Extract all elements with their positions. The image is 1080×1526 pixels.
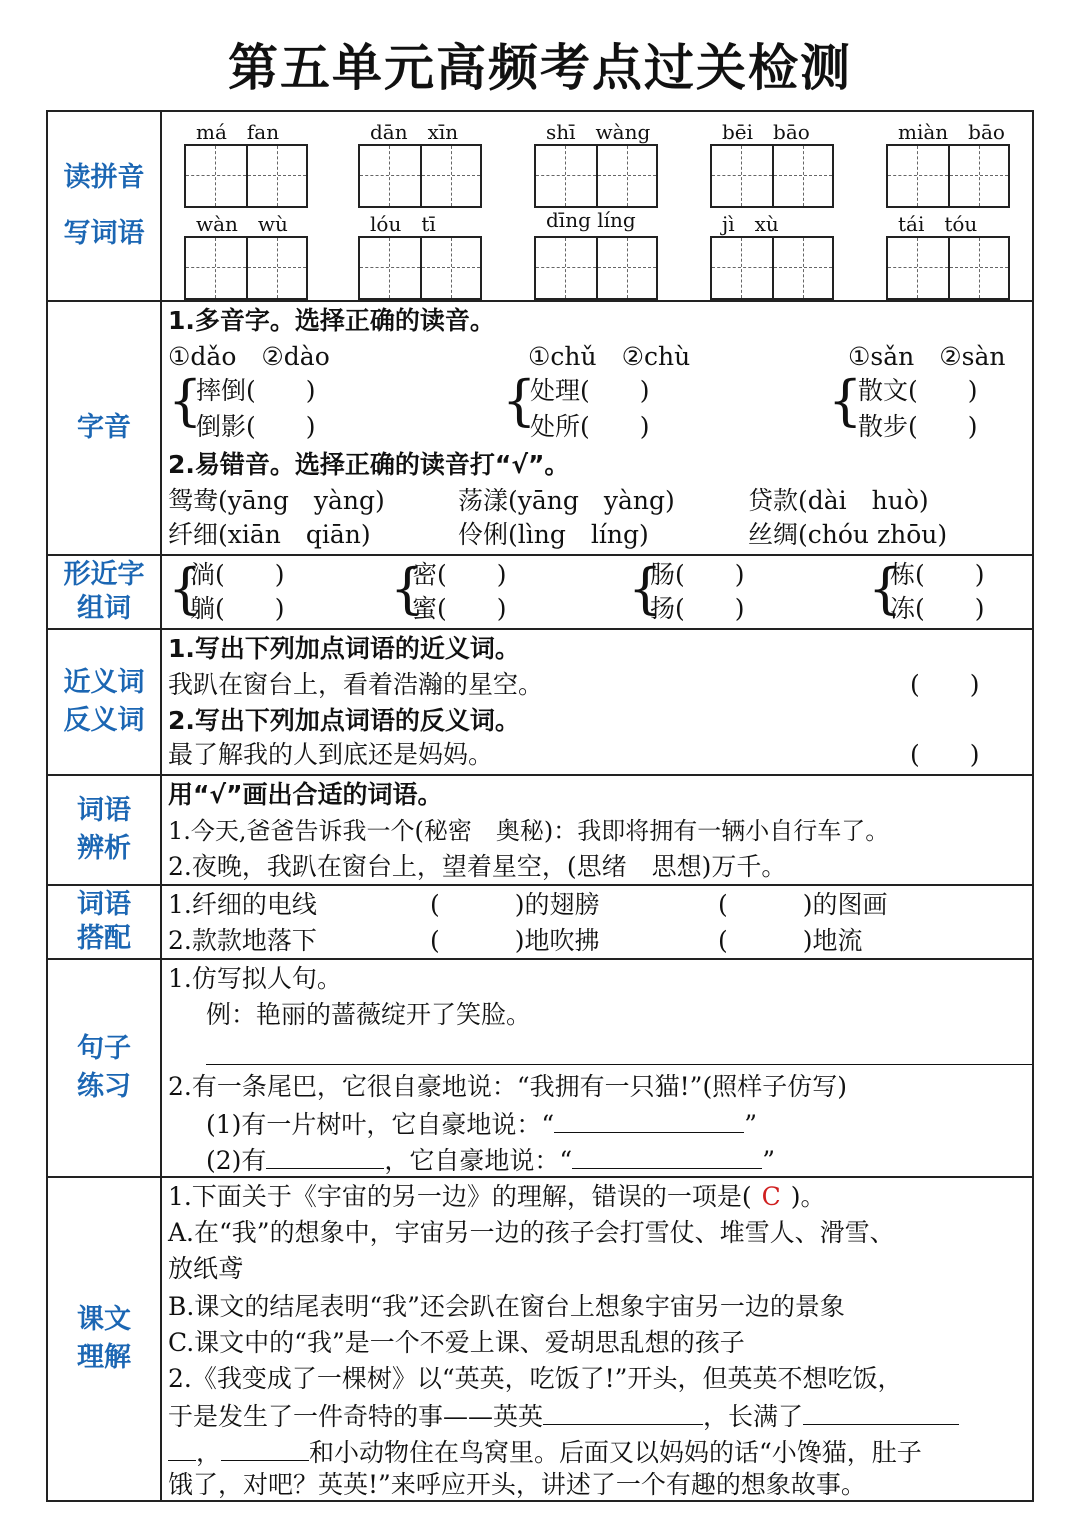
label-line: 句子	[77, 1033, 131, 1064]
brace-icon: {	[502, 369, 537, 432]
pinyin-body	[162, 112, 1032, 300]
word-item: 荡漾(yāng yàng)	[458, 486, 675, 515]
word-item: 散步( )	[858, 412, 978, 441]
writing-cell[interactable]	[186, 146, 246, 206]
label-sentence	[48, 960, 162, 1176]
phrase: 1.纤细的电线	[168, 890, 317, 919]
label-synonym	[48, 630, 162, 774]
row-pinyin	[48, 112, 1032, 302]
pinyin-label: lóu tī	[370, 212, 436, 236]
prompt-text: (1)有一片树叶，它自豪地说：“	[206, 1110, 555, 1139]
worksheet-table	[46, 110, 1034, 1502]
word-item: 摔倒( )	[196, 376, 316, 405]
brace-icon: {	[168, 369, 203, 432]
row-synonym	[48, 630, 1032, 776]
label-line: 组词	[77, 593, 131, 624]
answer-c: C	[761, 1182, 781, 1211]
writing-grid[interactable]	[534, 144, 658, 208]
label-similar	[48, 556, 162, 628]
option-b: B.课文的结尾表明“我”还会趴在窗台上想象宇宙另一边的景象	[168, 1292, 845, 1321]
row-similar	[48, 556, 1032, 630]
label-line: 形近字	[63, 559, 145, 590]
question-line	[168, 1398, 959, 1434]
writing-cell[interactable]	[360, 238, 420, 298]
sentence: 2.夜晚，我趴在窗台上，望着星空，(思绪 思想)万千。	[168, 852, 787, 881]
close-quote: ”	[744, 1110, 757, 1139]
pinyin-label: shī wàng	[546, 120, 651, 144]
writing-grid[interactable]	[184, 236, 308, 300]
sentence: 1.今天,爸爸告诉我一个(秘密 奥秘)：我即将拥有一辆小自行车了。	[168, 817, 890, 845]
question-line: 2.《我变成了一棵树》以“英英，吃饭了!”开头，但英英不想吃饭，	[168, 1364, 903, 1393]
label-text	[48, 1178, 162, 1500]
word-item: 散文( )	[858, 376, 978, 405]
prompt-text: ，它自豪地说：“	[384, 1146, 573, 1175]
answer-blank[interactable]	[221, 1434, 309, 1461]
question-line	[168, 1434, 922, 1470]
writing-cell[interactable]	[712, 238, 772, 298]
answer-blank[interactable]	[168, 1434, 196, 1461]
label-line: 练习	[77, 1071, 131, 1102]
question-text: )。	[790, 1182, 826, 1211]
label-sound	[48, 302, 162, 554]
question-heading: 用“√”画出合适的词语。	[168, 780, 443, 809]
question-heading: 2.有一条尾巴，它很自豪地说：“我拥有一只猫!”(照样子仿写)	[168, 1072, 847, 1101]
label-line: 写词语	[63, 218, 145, 249]
word-item: 处所( )	[530, 412, 650, 441]
question-text: 1.下面关于《宇宙的另一边》的理解，错误的一项是(	[168, 1182, 752, 1211]
label-line: 字音	[77, 412, 131, 443]
question-line	[168, 1180, 826, 1214]
writing-grid[interactable]	[710, 144, 834, 208]
row-sound	[48, 302, 1032, 556]
prompt-text: (2)有	[206, 1146, 267, 1175]
text-body	[162, 1178, 1032, 1500]
word-item: 纤细(xiān qiān)	[168, 520, 371, 549]
row-collocation	[48, 886, 1032, 960]
answer-blank[interactable]	[803, 1398, 959, 1425]
pinyin-label: tái tóu	[898, 212, 978, 236]
word-item: 鸳鸯(yāng yàng)	[168, 486, 385, 515]
writing-grid[interactable]	[534, 236, 658, 300]
question-heading: 1.仿写拟人句。	[168, 964, 342, 993]
writing-cell[interactable]	[536, 238, 596, 298]
writing-cell[interactable]	[246, 146, 306, 206]
question-heading: 2.写出下列加点词语的反义词。	[168, 706, 520, 735]
row-discern	[48, 776, 1032, 886]
phrase: ( )地流	[718, 926, 863, 955]
discern-body	[162, 776, 1032, 884]
word-item: 倒影( )	[196, 412, 316, 441]
word-item: 栋( )	[890, 560, 985, 589]
label-line: 反义词	[63, 705, 145, 736]
answer-blank[interactable]: ( )	[910, 670, 980, 699]
label-line: 理解	[77, 1342, 131, 1373]
reading-options: ①dǎo ②dào	[168, 342, 330, 371]
row-sentence	[48, 960, 1032, 1178]
writing-cell[interactable]	[360, 146, 420, 206]
writing-cell[interactable]	[596, 146, 656, 206]
answer-blank[interactable]	[266, 1142, 384, 1169]
pinyin-label: dān xīn	[370, 120, 459, 144]
writing-grid[interactable]	[358, 236, 482, 300]
sentence: 我趴在窗台上，看着浩瀚的星空。	[168, 670, 544, 699]
brace-icon: {	[390, 557, 425, 620]
brace-icon: {	[868, 557, 903, 620]
question-text: ，长满了	[703, 1402, 804, 1431]
word-item: 蜜( )	[412, 594, 507, 623]
answer-line[interactable]	[206, 1064, 1032, 1065]
word-item: 肠( )	[650, 560, 745, 589]
writing-grid[interactable]	[886, 236, 1010, 300]
phrase: ( )的翅膀	[430, 890, 600, 919]
pinyin-label: wàn wù	[196, 212, 288, 236]
writing-cell[interactable]	[186, 238, 246, 298]
word-item: 贷款(dài huò)	[748, 486, 929, 515]
answer-blank[interactable]	[543, 1398, 703, 1425]
option-a: A.在“我”的想象中，宇宙另一边的孩子会打雪仗、堆雪人、滑雪、	[168, 1218, 895, 1247]
writing-cell[interactable]	[772, 238, 832, 298]
brace-icon: {	[168, 557, 203, 620]
writing-grid[interactable]	[184, 144, 308, 208]
word-item: 躺( )	[190, 594, 285, 623]
answer-blank[interactable]: ( )	[910, 740, 980, 769]
label-line: 词语	[77, 889, 131, 920]
word-item: 处理( )	[530, 376, 650, 405]
page-title: 第五单元高频考点过关检测	[228, 39, 852, 97]
brace-icon: {	[828, 369, 863, 432]
option-c: C.课文中的“我”是一个不爱上课、爱胡思乱想的孩子	[168, 1328, 745, 1357]
sound-body	[162, 302, 1032, 554]
writing-cell[interactable]	[948, 238, 1008, 298]
question-heading: 1.写出下列加点词语的近义词。	[168, 634, 520, 663]
reading-options: ①chǔ ②chù	[528, 342, 691, 371]
collocation-body	[162, 886, 1032, 958]
writing-cell[interactable]	[888, 146, 948, 206]
example: 例：艳丽的蔷薇绽开了笑脸。	[206, 1000, 532, 1029]
label-line: 课文	[77, 1304, 131, 1335]
writing-grid[interactable]	[358, 144, 482, 208]
question-text: ，	[196, 1438, 222, 1467]
label-collocation	[48, 886, 162, 958]
word-item: 丝绸(chóu zhōu)	[748, 520, 948, 549]
option-a-cont: 放纸鸢	[168, 1254, 244, 1283]
question-heading: 1.多音字。选择正确的读音。	[168, 306, 495, 335]
label-line: 搭配	[77, 923, 131, 954]
writing-cell[interactable]	[596, 238, 656, 298]
word-item: 伶俐(lìng líng)	[458, 520, 649, 549]
writing-cell[interactable]	[420, 238, 480, 298]
label-line: 辨析	[77, 833, 131, 864]
reading-options: ①sǎn ②sàn	[848, 342, 1006, 371]
writing-cell[interactable]	[536, 146, 596, 206]
word-item: 密( )	[412, 560, 507, 589]
question-text: 和小动物住在鸟窝里。后面又以妈妈的话“小馋猫，肚子	[309, 1438, 922, 1467]
word-item: 扬( )	[650, 594, 745, 623]
phrase: ( )的图画	[718, 890, 888, 919]
word-item: 冻( )	[890, 594, 985, 623]
writing-cell[interactable]	[888, 238, 948, 298]
answer-blank[interactable]	[572, 1142, 762, 1169]
pinyin-label: miàn bāo	[898, 120, 1005, 144]
close-quote: ”	[762, 1146, 775, 1175]
label-line: 读拼音	[63, 162, 145, 193]
row-text	[48, 1178, 1032, 1500]
writing-cell[interactable]	[246, 238, 306, 298]
label-line: 词语	[77, 795, 131, 826]
word-item: 淌( )	[190, 560, 285, 589]
pinyin-label: jì xù	[722, 212, 779, 236]
label-pinyin	[48, 112, 162, 300]
sentence-line	[206, 1106, 757, 1142]
sentence: 最了解我的人到底还是妈妈。	[168, 740, 494, 769]
pinyin-label: má fan	[196, 120, 280, 144]
pinyin-label: dīng líng	[546, 208, 636, 232]
sentence-line	[206, 1142, 775, 1178]
question-text: 于是发生了一件奇特的事——英英	[168, 1402, 544, 1431]
sentence-body	[162, 960, 1032, 1176]
similar-body	[162, 556, 1032, 628]
label-discern	[48, 776, 162, 884]
synonym-body	[162, 630, 1032, 774]
writing-cell[interactable]	[712, 146, 772, 206]
writing-cell[interactable]	[948, 146, 1008, 206]
writing-cell[interactable]	[420, 146, 480, 206]
phrase: 2.款款地落下	[168, 926, 317, 955]
question-line: 饿了，对吧？英英!”来呼应开头，讲述了一个有趣的想象故事。	[168, 1470, 866, 1499]
pinyin-label: bēi bāo	[722, 120, 810, 144]
brace-icon: {	[628, 557, 663, 620]
writing-grid[interactable]	[886, 144, 1010, 208]
question-heading: 2.易错音。选择正确的读音打“√”。	[168, 450, 570, 479]
phrase: ( )地吹拂	[430, 926, 600, 955]
writing-cell[interactable]	[772, 146, 832, 206]
writing-grid[interactable]	[710, 236, 834, 300]
answer-blank[interactable]	[554, 1106, 744, 1133]
label-line: 近义词	[63, 667, 145, 698]
